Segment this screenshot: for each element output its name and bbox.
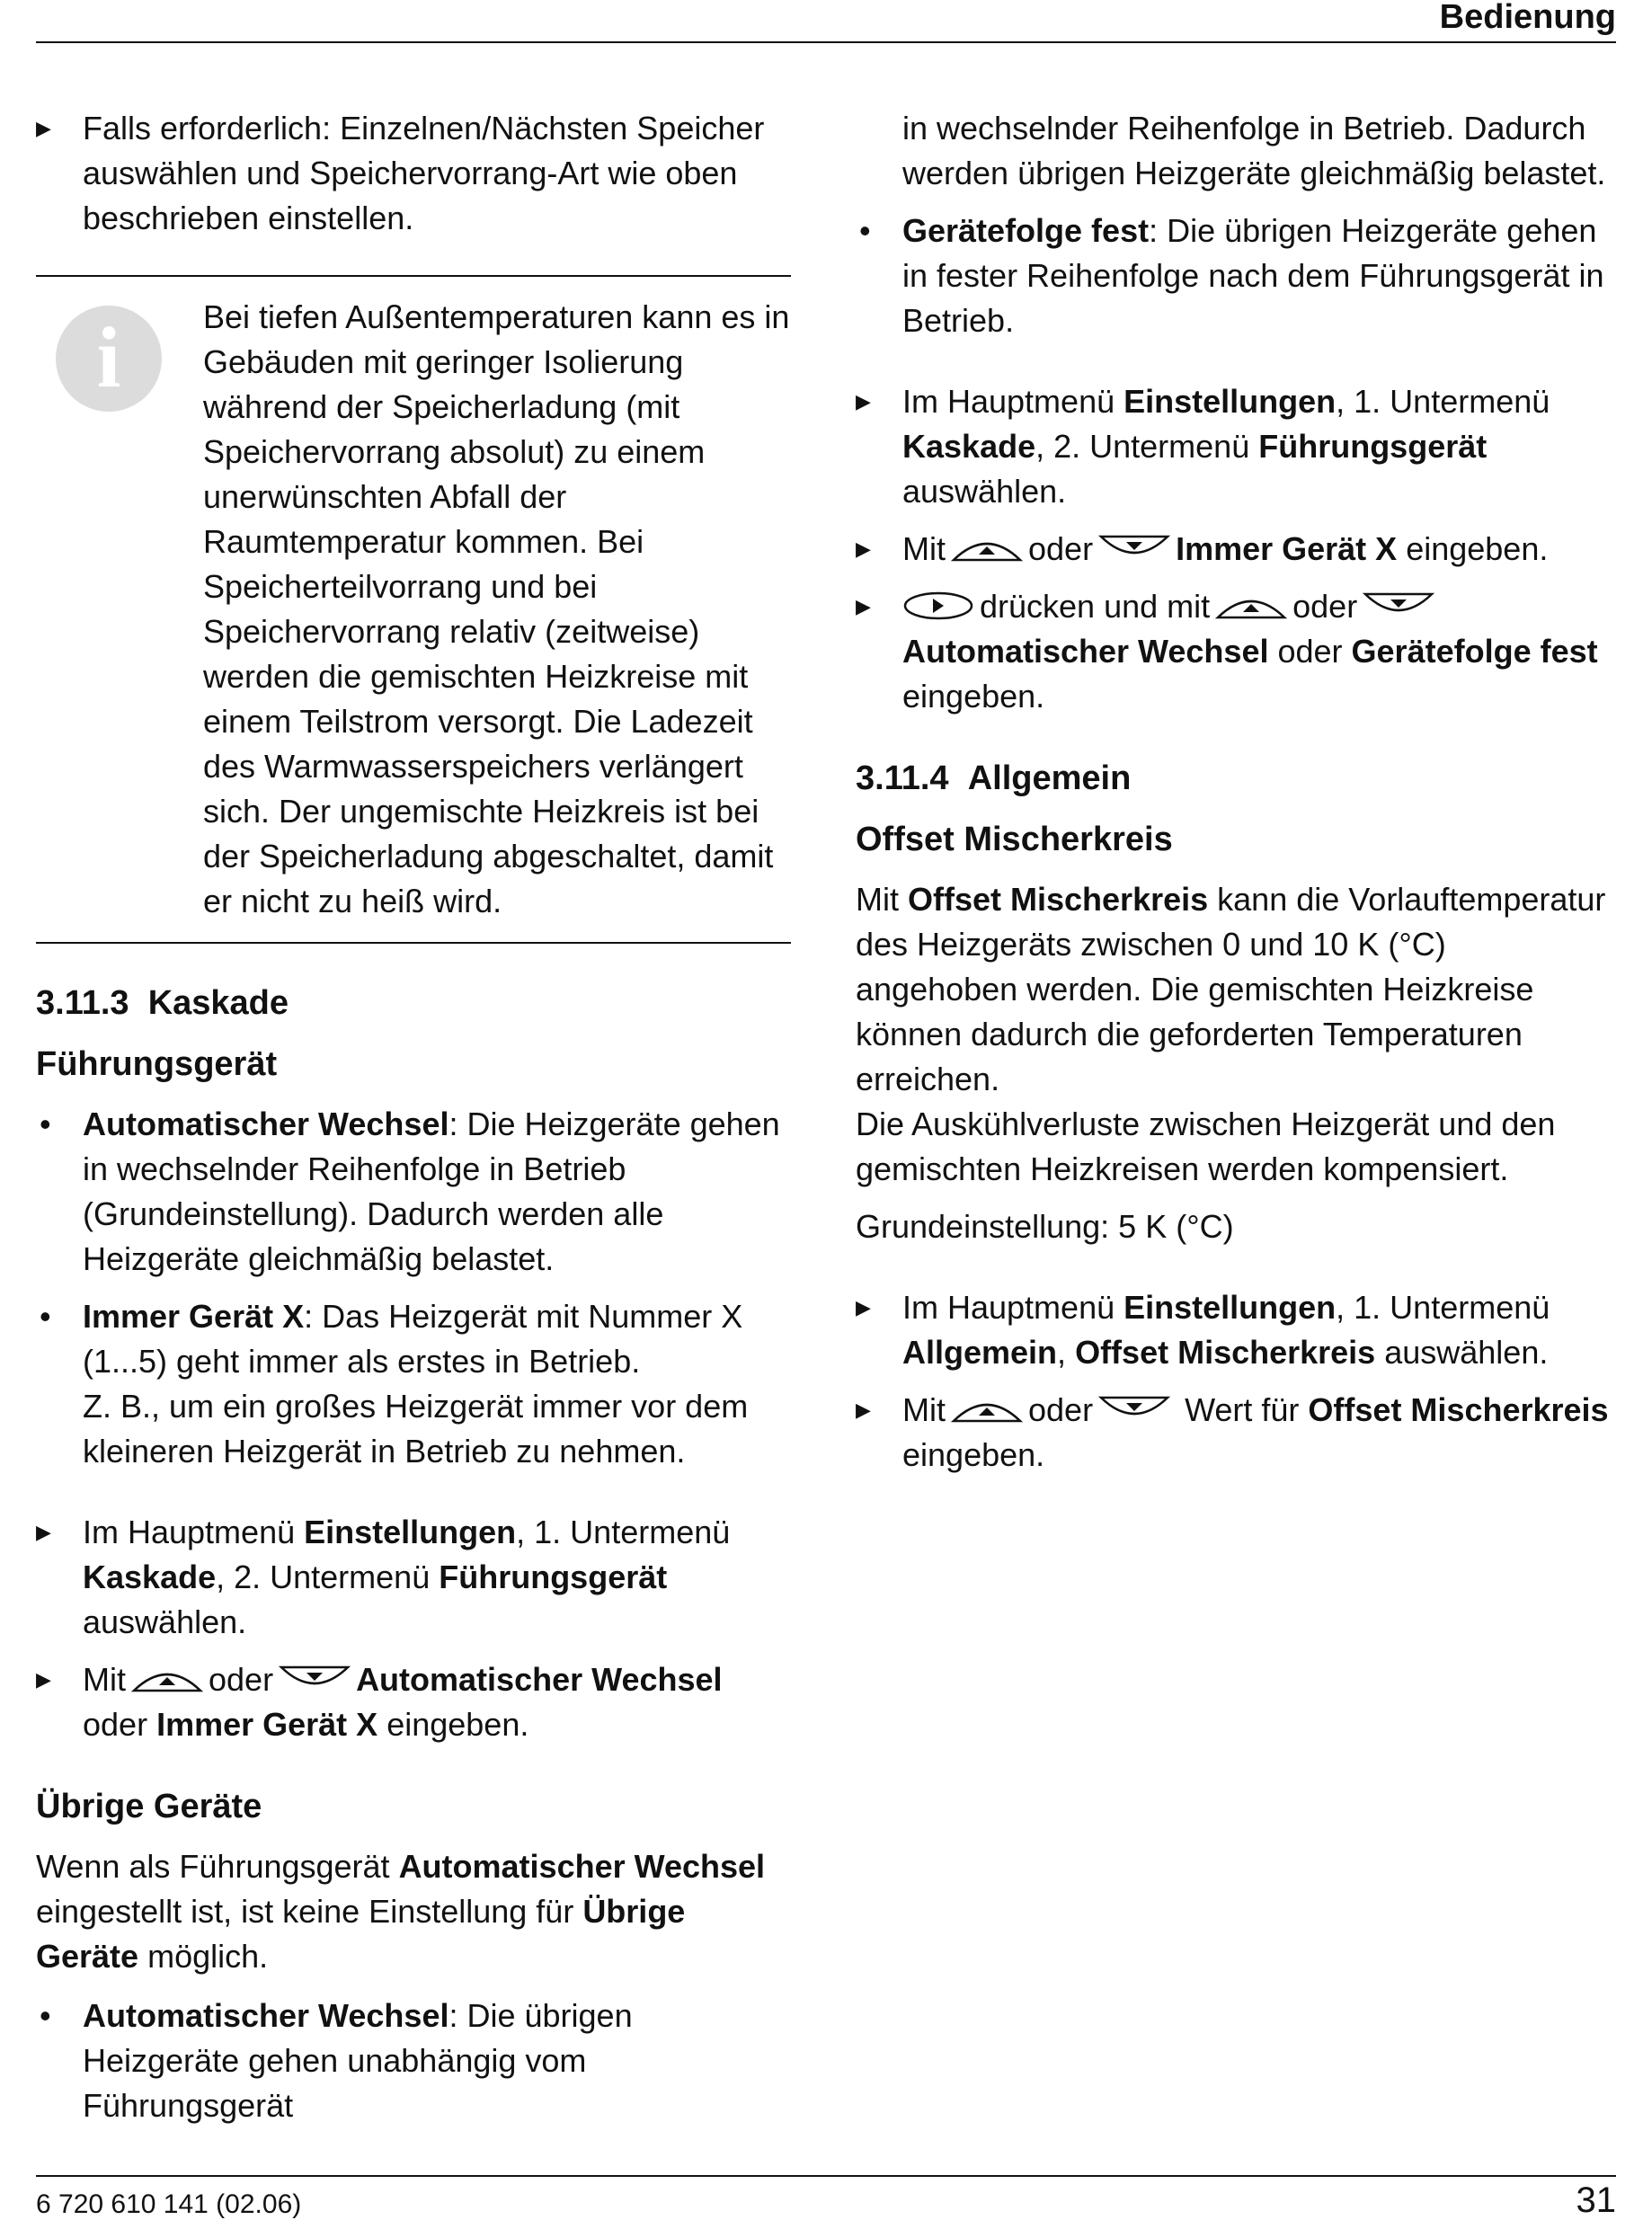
info-notice [36, 275, 791, 944]
section-title: Kaskade [147, 984, 289, 1022]
right-key-icon [902, 591, 974, 621]
up-key-icon [951, 533, 1023, 564]
default-setting: Grundeinstellung: 5 K (°C) [856, 1208, 1234, 1245]
left-column [36, 106, 791, 2141]
instruction: ▶ Mit oder Immer Gerät X eingeben. [856, 527, 1616, 572]
section-heading-allgemein [856, 755, 1616, 802]
list-item [856, 209, 1616, 343]
term: Automatischer Wechsel [83, 1106, 449, 1142]
term-description: : Die übrigen Heizgeräte gehen unabhängig vom Führungsgerät [83, 1997, 633, 2124]
paragraph: Mit Offset Mischerkreis kann die Vorlauftemperatur des Heizgeräts zwischen 0 und 10 K (°C) angehoben werden. Die gemischten Heizkreise können dadurch die geforderten Temperaturen erreichen. [856, 881, 1606, 1097]
up-key-icon [951, 1394, 1023, 1425]
section-title: Allgemein [967, 759, 1132, 797]
subheading-offset-mischerkreis: Offset Mischerkreis [856, 821, 1173, 858]
term-description: : Das Heizgerät mit Nummer X (1...5) geht immer als erstes in Betrieb. [83, 1298, 743, 1380]
term-example: Z. B., um ein großes Heizgerät immer vor dem kleineren Heizgerät in Betrieb zu nehmen. [83, 1388, 749, 1470]
arrow-bullet-icon: ▶ [856, 595, 871, 617]
subheading-uebrige-geraete: Übrige Geräte [36, 1788, 262, 1825]
term: Automatischer Wechsel [83, 1997, 449, 2034]
notice-text: Bei tiefen Außentemperaturen kann es in Gebäuden mit geringer Isolierung während der Speicherladung (mit Speichervorrang absolut) zu einem unerwünschten Abfall der Raumtemperatur kommen. Bei Speicherteilvorrang und bei Speichervorrang relativ (zeitweise) werden die gemischten Heizkreise mit einem Teilstrom versorgt. Die Ladezeit des Warmwasserspeichers verlängert sich. Der ungemischte Heizkreis ist bei der Speicherladung abgeschaltet, damit er nicht zu heiß wird. [203, 298, 790, 919]
instruction-text: Falls erforderlich: Einzelnen/Nächsten Speicher auswählen und Speichervorrang-Art wie oben beschrieben einstellen. [83, 110, 765, 236]
right-column [856, 106, 1616, 1490]
arrow-bullet-icon: ▶ [856, 1399, 871, 1421]
footer-rule [36, 2175, 1616, 2177]
dot-bullet-icon: • [40, 1298, 51, 1335]
instruction: ▶ Im Hauptmenü Einstellungen, 1. Untermenü Kaskade, 2. Untermenü Führungsgerät auswählen. [856, 379, 1616, 514]
section-number: 3.11.4 [856, 759, 949, 797]
intro-instruction [36, 106, 791, 241]
term: Immer Gerät X [83, 1298, 305, 1335]
list-item [36, 1994, 791, 2128]
dot-bullet-icon: • [859, 212, 871, 249]
paragraph: Die Auskühlverluste zwischen Heizgerät und den gemischten Heizkreisen werden kompensiert. [856, 1106, 1556, 1187]
instruction: ▶ Im Hauptmenü Einstellungen, 1. Untermenü Kaskade, 2. Untermenü Führungsgerät auswählen. [36, 1510, 791, 1645]
dot-bullet-icon: • [40, 1106, 51, 1142]
arrow-bullet-icon: ▶ [36, 1668, 51, 1691]
term: Gerätefolge fest [902, 212, 1150, 249]
info-icon: i [56, 306, 162, 412]
instruction: ▶ Mit oder Automatischer Wechsel oder Immer Gerät X eingeben. [36, 1657, 791, 1747]
page-number: 31 [1576, 2180, 1616, 2220]
continued-text: in wechselnder Reihenfolge in Betrieb. Dadurch werden übrigen Heizgeräte gleichmäßig belastet. [902, 110, 1606, 191]
instruction: ▶ drücken und mit oder Automatischer Wechsel oder Gerätefolge fest eingeben. [856, 584, 1616, 719]
down-key-icon [1363, 591, 1434, 621]
instruction: ▶ Mit oder Wert für Offset Mischerkreis eingeben. [856, 1388, 1616, 1478]
list-item [36, 1102, 791, 1282]
subheading-fuehrungsgeraet: Führungsgerät [36, 1045, 278, 1083]
page-header-title: Bedienung [1439, 0, 1616, 36]
up-key-icon [1215, 591, 1287, 621]
document-number: 6 720 610 141 (02.06) [36, 2189, 302, 2219]
paragraph: Wenn als Führungsgerät Automatischer Wechsel eingestellt ist, ist keine Einstellung für Übrige Geräte möglich. [36, 1848, 766, 1975]
down-key-icon [279, 1664, 351, 1694]
list-item [36, 1294, 791, 1474]
up-key-icon [131, 1664, 203, 1694]
section-heading-kaskade [36, 980, 791, 1026]
arrow-bullet-icon: ▶ [856, 537, 871, 560]
down-key-icon [1098, 1394, 1170, 1425]
instruction: ▶ Im Hauptmenü Einstellungen, 1. Untermenü Allgemein, Offset Mischerkreis auswählen. [856, 1285, 1616, 1375]
arrow-bullet-icon: ▶ [36, 117, 51, 139]
header-rule [36, 41, 1616, 43]
term-description: : Die übrigen Heizgeräte gehen in fester Reihenfolge nach dem Führungsgerät in Betrieb. [902, 212, 1604, 339]
arrow-bullet-icon: ▶ [856, 390, 871, 413]
arrow-bullet-icon: ▶ [36, 1521, 51, 1543]
arrow-bullet-icon: ▶ [856, 1296, 871, 1319]
term-description: : Die Heizgeräte gehen in wechselnder Reihenfolge in Betrieb (Grundeinstellung). Dadurch werden alle Heizgeräte gleichmäßig belastet. [83, 1106, 780, 1277]
section-number: 3.11.3 [36, 984, 129, 1022]
dot-bullet-icon: • [40, 1997, 51, 2034]
down-key-icon [1098, 533, 1170, 564]
